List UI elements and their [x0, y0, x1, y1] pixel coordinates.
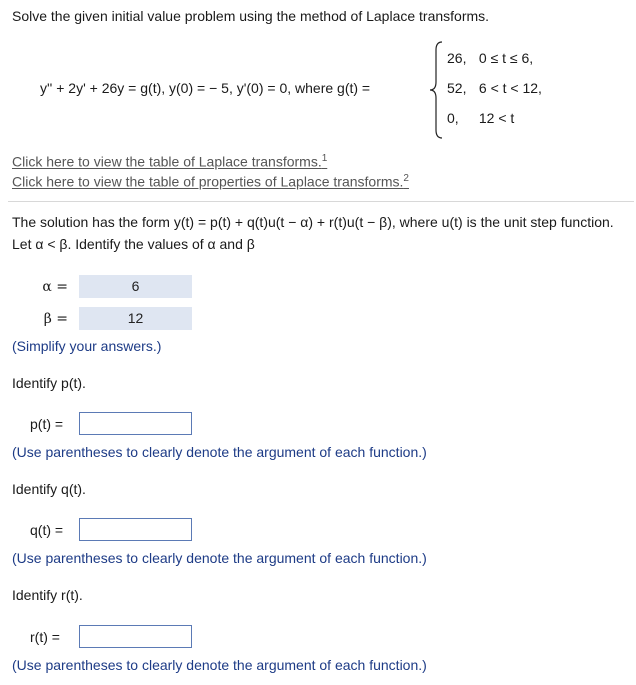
r-input[interactable]: [79, 625, 192, 648]
identify-r-heading: Identify r(t).: [12, 587, 83, 603]
alpha-answer[interactable]: 6: [79, 275, 192, 298]
q-label: q(t) =: [30, 522, 64, 538]
q-input[interactable]: [79, 518, 192, 541]
ode-equation: y'' + 2y' + 26y = g(t), y(0) = − 5, y'(0) = 0, where g(t) =: [40, 80, 371, 96]
piecewise-row: 0, 12 < t: [447, 110, 515, 126]
alpha-label: α =: [42, 279, 68, 295]
problem-statement: Solve the given initial value problem using the method of Laplace transforms.: [12, 8, 490, 24]
piecewise-row: 26, 0 ≤ t ≤ 6,: [447, 50, 534, 66]
parentheses-hint: (Use parentheses to clearly denote the argument of each function.): [12, 444, 427, 460]
piecewise-brace: [428, 40, 444, 140]
laplace-table-link[interactable]: Click here to view the table of Laplace transforms.$^1$: [12, 153, 328, 170]
identify-q-heading: Identify q(t).: [12, 481, 86, 497]
identify-p-heading: Identify p(t).: [12, 375, 86, 391]
parentheses-hint: (Use parentheses to clearly denote the argument of each function.): [12, 550, 427, 566]
beta-answer[interactable]: 12: [79, 307, 192, 330]
laplace-properties-link[interactable]: Click here to view the table of properties of Laplace transforms.$^2$: [12, 173, 409, 190]
beta-label: β =: [43, 311, 68, 327]
section-divider: [8, 201, 634, 202]
r-label: r(t) =: [30, 629, 60, 645]
simplify-hint: (Simplify your answers.): [12, 338, 162, 354]
p-input[interactable]: [79, 412, 192, 435]
parentheses-hint: (Use parentheses to clearly denote the argument of each function.): [12, 657, 427, 673]
piecewise-row: 52, 6 < t < 12,: [447, 80, 542, 96]
solution-form-text: The solution has the form y(t) = p(t) + q(t)u(t − α) + r(t)u(t − β), where u(t) is the unit step function. Let α < β. Identify the values of α and β: [12, 214, 614, 252]
p-label: p(t) =: [30, 416, 64, 432]
